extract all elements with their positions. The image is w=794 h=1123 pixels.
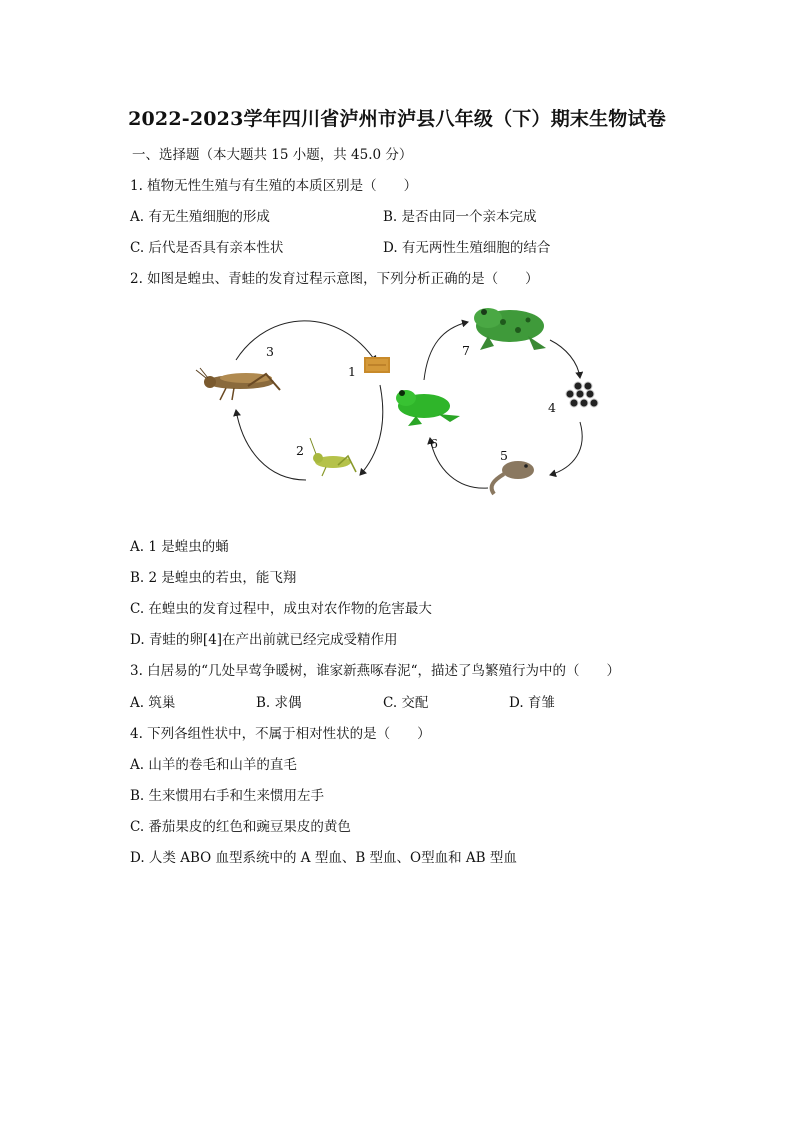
q4-option-d[interactable]: D. 人类 ABO 血型系统中的 A 型血、B 型血、O型血和 AB 型血 — [130, 850, 517, 866]
label-5: 5 — [500, 448, 508, 463]
frog-eggs-image — [566, 382, 598, 407]
label-3: 3 — [266, 344, 274, 359]
label-2: 2 — [296, 443, 304, 458]
label-1: 1 — [348, 364, 356, 379]
adult-frog-image — [474, 308, 546, 350]
q4-option-b[interactable]: B. 生来惯用右手和生来惯用左手 — [130, 788, 325, 804]
q1-option-b[interactable]: B. 是否由同一个亲本完成 — [383, 209, 537, 225]
label-6: 6 — [430, 436, 438, 451]
arrow-5-to-6 — [430, 438, 488, 488]
arrow-7-to-4 — [550, 340, 580, 378]
adult-locust-image — [196, 368, 280, 400]
q2-option-d[interactable]: D. 青蛙的卵[4]在产出前就已经完成受精作用 — [130, 632, 398, 648]
q3-option-b[interactable]: B. 求偶 — [256, 695, 302, 711]
young-frog-image — [396, 390, 460, 426]
label-4: 4 — [548, 400, 556, 415]
q2-option-b[interactable]: B. 2 是蝗虫的若虫，能飞翔 — [130, 570, 297, 586]
tadpole-image — [492, 461, 534, 494]
q3-option-d[interactable]: D. 育雏 — [509, 695, 555, 711]
q4-option-c[interactable]: C. 番茄果皮的红色和豌豆果皮的黄色 — [130, 819, 351, 835]
q2-option-a[interactable]: A. 1 是蝗虫的蛹 — [130, 539, 229, 555]
question-3-stem: 3. 白居易的“几处早莺争暖树，谁家新燕啄春泥“，描述了鸟繁殖行为中的（ ） — [130, 663, 620, 679]
q1-option-d[interactable]: D. 有无两性生殖细胞的结合 — [383, 240, 551, 256]
arrow-1-to-2 — [360, 385, 383, 475]
q1-option-c[interactable]: C. 后代是否具有亲本性状 — [130, 240, 284, 256]
question-1-stem: 1. 植物无性生殖与有生殖的本质区别是（ ） — [130, 178, 418, 194]
page-title: 2022-2023学年四川省泸州市泸县八年级（下）期末生物试卷 — [128, 108, 666, 130]
q3-option-a[interactable]: A. 筑巢 — [130, 695, 176, 711]
q1-option-a[interactable]: A. 有无生殖细胞的形成 — [130, 209, 270, 225]
arrow-3-to-1 — [236, 321, 376, 362]
locust-egg-image — [364, 357, 390, 373]
q3-option-c[interactable]: C. 交配 — [383, 695, 429, 711]
label-7: 7 — [462, 343, 470, 358]
q2-option-c[interactable]: C. 在蝗虫的发育过程中，成虫对农作物的危害最大 — [130, 601, 432, 617]
section-heading: 一、选择题（本大题共 15 小题，共 45.0 分） — [132, 147, 413, 163]
arrow-4-to-5 — [550, 422, 582, 475]
locust-nymph-image — [310, 438, 356, 476]
question-2-stem: 2. 如图是蝗虫、青蛙的发育过程示意图，下列分析正确的是（ ） — [130, 271, 539, 287]
question-4-stem: 4. 下列各组性状中，不属于相对性状的是（ ） — [130, 726, 431, 742]
q4-option-a[interactable]: A. 山羊的卷毛和山羊的直毛 — [130, 757, 297, 773]
life-cycle-diagram — [188, 290, 608, 515]
